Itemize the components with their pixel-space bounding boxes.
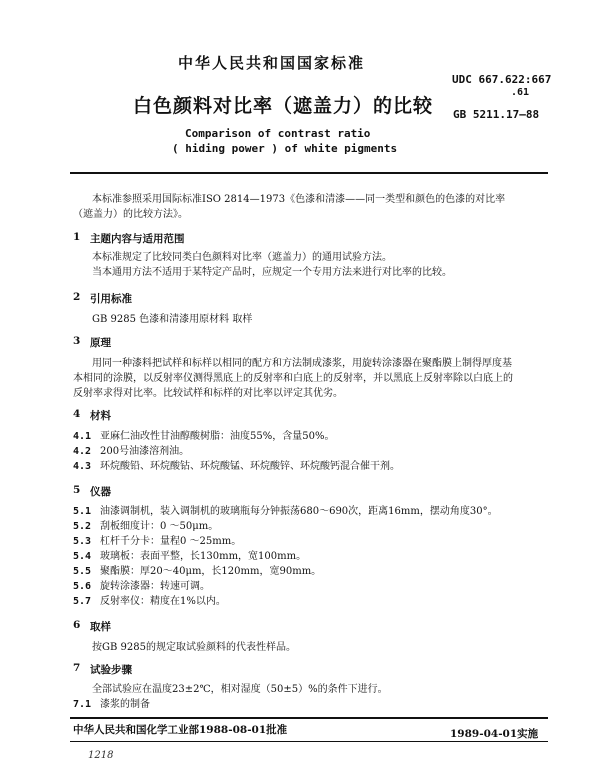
item-4-1-text: 亚麻仁油改性甘油醇酸树脂：油度55%，含量50%。 — [100, 431, 335, 442]
item-4-3-number: 4.3 — [73, 461, 92, 472]
item-5-4-text: 玻璃板：表面平整，长130mm，宽100mm。 — [100, 551, 307, 562]
section-1-para2: 当本通用方法不适用于某特定产品时，应规定一个专用方法来进行对比率的比较。 — [92, 267, 452, 278]
item-5-5-text: 聚酯膜：厚20～40μm，长120mm，宽90mm。 — [100, 566, 322, 577]
section-7-para1: 全部试验应在温度23±2℃，相对湿度（50±5）%的条件下进行。 — [92, 684, 388, 695]
section-5-title: 仪器 — [90, 486, 111, 498]
intro-line2: （遮盖力）的比较方法》。 — [73, 209, 188, 220]
item-5-6-number: 5.6 — [73, 581, 92, 592]
item-4-2-number: 4.2 — [73, 446, 92, 457]
document-title-cn: 白色颜料对比率（遮盖力）的比较 — [133, 95, 434, 117]
document-title-en-line1: Comparison of contrast ratio — [185, 127, 371, 140]
item-5-1-text: 油漆调制机，装入调制机的玻璃瓶每分钟振荡680～690次，距离16mm，摆动角度30°。 — [100, 506, 498, 517]
item-7-1-number: 7.1 — [73, 699, 92, 710]
header-divider — [70, 172, 548, 174]
item-4-1-number: 4.1 — [73, 431, 92, 442]
section-1-number: 1 — [73, 231, 81, 243]
page-number: 1218 — [88, 750, 114, 761]
section-2-para1: GB 9285 色漆和清漆用原材料 取样 — [92, 314, 253, 325]
item-5-2-text: 刮板细度计：0 ～50μm。 — [100, 521, 219, 532]
item-5-1-number: 5.1 — [73, 506, 92, 517]
item-5-3-number: 5.3 — [73, 536, 92, 547]
item-5-4-number: 5.4 — [73, 551, 92, 562]
item-5-2-number: 5.2 — [73, 521, 92, 532]
section-3-line3: 反射率求得对比率。比较试样和标样的对比率以评定其优劣。 — [73, 388, 343, 399]
section-3-line2: 本相同的涂膜，以反射率仪测得黑底上的反射率和白底上的反射率，并以黑底上反射率除以白底上的 — [73, 373, 513, 384]
footer-divider — [70, 717, 548, 719]
item-4-3-text: 环烷酸铅、环烷酸钴、环烷酸锰、环烷酸锌、环烷酸钙混合催干剂。 — [100, 461, 400, 472]
udc-code-continued: .61 — [511, 87, 530, 98]
item-5-5-number: 5.5 — [73, 566, 92, 577]
section-3-title: 原理 — [90, 337, 111, 349]
approval-line: 中华人民共和国化学工业部1988-08-01批准 — [73, 724, 288, 736]
intro-line1: 本标准参照采用国际标准ISO 2814—1973《色漆和清漆——同一类型和颜色的色漆的对比率 — [92, 194, 506, 205]
section-2-title: 引用标准 — [90, 293, 132, 305]
implementation-date: 1989-04-01实施 — [450, 728, 539, 740]
section-7-title: 试验步骤 — [90, 664, 132, 676]
section-6-number: 6 — [73, 619, 81, 631]
section-5-number: 5 — [73, 484, 81, 496]
section-7-number: 7 — [73, 662, 81, 674]
section-3-number: 3 — [73, 335, 81, 347]
section-1-title: 主题内容与适用范围 — [90, 233, 185, 245]
section-4-number: 4 — [73, 408, 81, 420]
section-6-para1: 按GB 9285的规定取试验颜料的代表性样品。 — [92, 642, 296, 653]
item-5-3-text: 杠杆千分卡：量程0 ～25mm。 — [100, 536, 242, 547]
udc-code: UDC 667.622:667 — [452, 73, 552, 86]
item-5-7-text: 反射率仪：精度在1%以内。 — [100, 596, 226, 607]
section-1-para1: 本标准规定了比较同类白色颜料对比率（遮盖力）的通用试验方法。 — [92, 252, 392, 263]
item-5-6-text: 旋转涂漆器：转速可调。 — [100, 581, 210, 592]
item-7-1-text: 漆浆的制备 — [100, 699, 150, 710]
document-title-en-line2: ( hiding power ) of white pigments — [172, 142, 398, 155]
section-2-number: 2 — [73, 291, 81, 303]
section-3-line1: 用同一种漆料把试样和标样以相同的配方和方法制成漆浆，用旋转涂漆器在聚酯膜上制得厚度基 — [92, 358, 512, 369]
item-4-2-text: 200号油漆溶剂油。 — [100, 446, 190, 457]
standard-title: 中华人民共和国国家标准 — [178, 54, 366, 72]
section-4-title: 材料 — [90, 410, 111, 422]
gb-number: GB 5211.17—88 — [453, 108, 540, 121]
section-6-title: 取样 — [90, 621, 111, 633]
item-5-7-number: 5.7 — [73, 596, 92, 607]
footer-bottom-divider — [70, 741, 548, 742]
